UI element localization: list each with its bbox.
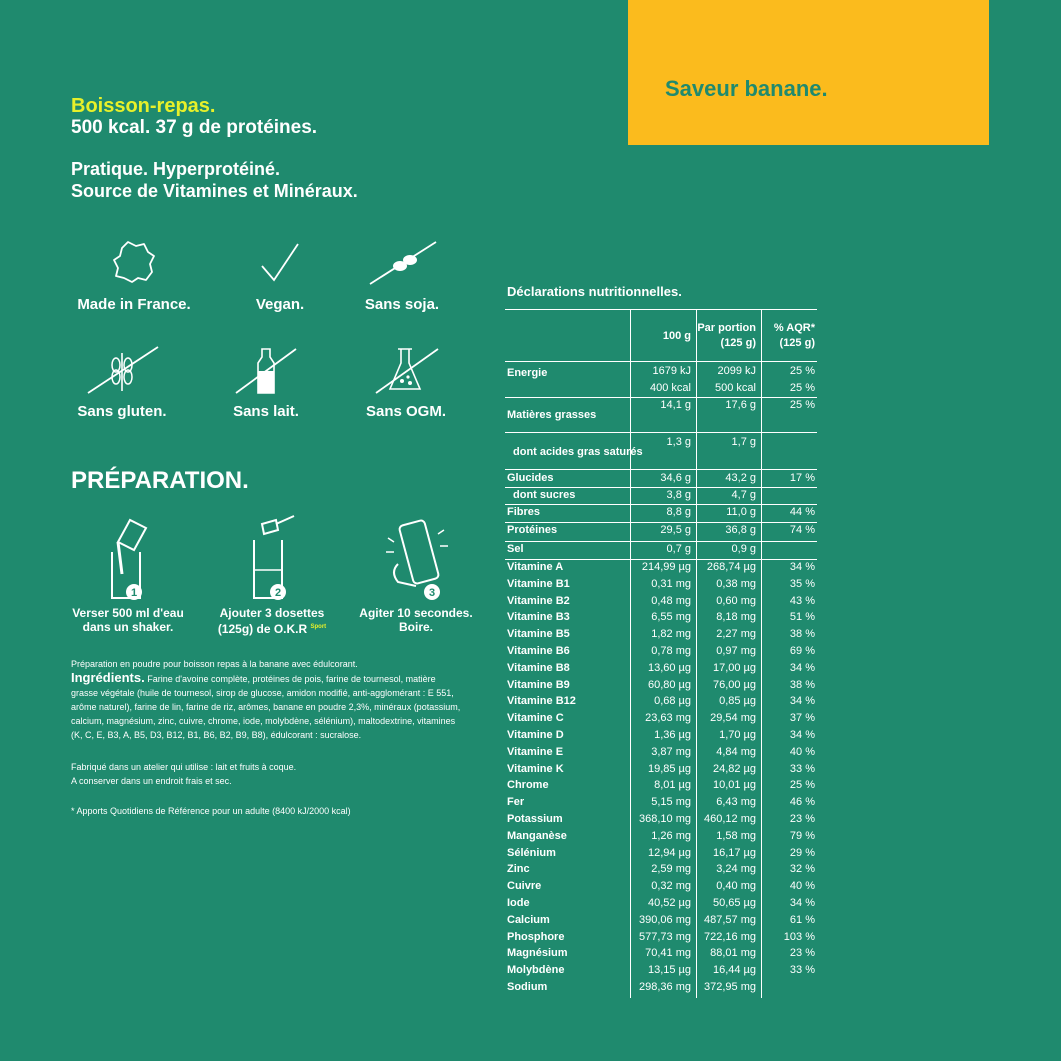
value-per-100g: 3,8 g: [666, 489, 691, 501]
value-aqr: 29 %: [789, 846, 815, 859]
value-aqr: 37 %: [789, 712, 815, 725]
nutrient-name: Vitamine B9: [507, 678, 570, 691]
table-rule: [505, 504, 817, 505]
value-per-portion: 1,70 µg: [719, 729, 756, 741]
value-per-portion: 1,58 mg: [716, 829, 756, 842]
value-per-portion: 16,44 µg: [712, 964, 756, 977]
value-per-100g: 0,7 g: [666, 543, 691, 555]
header-portion-line: Par portion: [697, 322, 756, 334]
value-per-100g: 5,15 mg: [651, 796, 691, 809]
flavor-label: Saveur banane.: [665, 76, 828, 101]
step-number: 3: [428, 587, 436, 599]
feature-label: Sans lait.: [233, 403, 299, 420]
headline-title: Boisson-repas.: [71, 95, 216, 117]
table-rule: [505, 469, 817, 470]
ingredients-title: Ingrédients.: [71, 670, 145, 685]
table-rule: [505, 522, 817, 523]
value-per-100g: 0,48 mg: [651, 594, 691, 607]
value-per-portion: 29,54 mg: [710, 712, 756, 725]
value-per-portion: 1,7 g: [731, 436, 756, 448]
header-aqr-line: (125 g): [779, 337, 815, 349]
header-portion: [697, 321, 756, 351]
feature-label: Sans OGM.: [365, 403, 447, 420]
pour-water-icon: [88, 512, 168, 602]
nutrient-name: Vitamine A: [507, 561, 564, 573]
value-per-portion: 722,16 mg: [704, 930, 756, 943]
value-per-portion: 2099 kJ: [717, 365, 756, 377]
intro-text: Préparation en poudre pour boisson repas à la banane avec édulcorant.: [71, 659, 358, 669]
nutrient-name: Sélénium: [507, 846, 556, 859]
feature-sans-soja: [322, 238, 482, 313]
nutrient-name: Vitamine B1: [507, 577, 570, 590]
table-rule: [505, 487, 817, 488]
header-aqr-line: % AQR*: [773, 322, 815, 334]
prep-step-3: [336, 512, 496, 634]
feature-sans-gluten: [42, 345, 202, 420]
value-per-portion: 0,97 mg: [716, 645, 756, 657]
product-description: [71, 657, 461, 742]
value-per-portion: 50,65 µg: [712, 897, 756, 909]
value-per-100g: 8,01 µg: [654, 779, 691, 792]
value-aqr: 34 %: [789, 695, 815, 708]
prep-step-2: [192, 512, 352, 636]
nutrient-name: Vitamine B3: [507, 611, 570, 624]
value-aqr: 25 %: [789, 382, 815, 394]
value-aqr: 46 %: [789, 796, 815, 809]
subtitle-line-1: Pratique. Hyperprotéiné.: [71, 159, 281, 179]
value-aqr: 40 %: [789, 745, 815, 758]
subtitle-line-2: Source de Vitamines et Minéraux.: [71, 181, 358, 201]
value-per-portion: 10,01 µg: [712, 779, 756, 792]
nutrient-name: Vitamine B12: [507, 695, 576, 708]
nutrient-name: dont acides gras saturés: [513, 446, 643, 458]
subtitle: [71, 158, 358, 202]
value-per-portion: 0,40 mg: [716, 880, 756, 893]
value-per-100g: 6,55 mg: [651, 611, 691, 624]
step-line: Boire.: [398, 620, 433, 634]
value-per-100g: 14,1 g: [660, 399, 691, 411]
value-per-100g: 214,99 µg: [641, 561, 691, 573]
value-per-100g: 40,52 µg: [647, 897, 691, 909]
value-per-portion: 0,60 mg: [716, 594, 756, 607]
nutrient-name: Vitamine B6: [507, 645, 570, 657]
step-line: Agiter 10 secondes.: [359, 606, 473, 620]
nutrient-name: Calcium: [507, 913, 550, 926]
nutrient-name: Protéines: [507, 524, 558, 536]
nutrient-name: Zinc: [507, 863, 530, 876]
nutrient-name: dont sucres: [513, 489, 576, 501]
prep-step-1: [48, 512, 208, 634]
value-aqr: 74 %: [789, 524, 815, 536]
flask-icon: [366, 345, 446, 395]
value-per-portion: 3,24 mg: [716, 863, 756, 876]
nutrient-name: Vitamine C: [507, 712, 564, 725]
feature-made-in-france: [54, 238, 214, 313]
soy-bean-icon: [362, 238, 442, 288]
nutrient-name: Vitamine D: [507, 729, 564, 741]
value-per-100g: 34,6 g: [660, 472, 691, 484]
feature-label: Sans gluten.: [77, 403, 167, 420]
value-aqr: 43 %: [789, 594, 815, 607]
value-per-100g: 400 kcal: [650, 382, 691, 394]
scoop-icon: [232, 512, 312, 602]
value-per-100g: 0,31 mg: [651, 577, 691, 590]
value-per-100g: 0,32 mg: [651, 880, 691, 893]
value-per-100g: 3,87 mg: [651, 745, 691, 758]
value-per-100g: 390,06 mg: [639, 913, 691, 926]
table-rule: [505, 432, 817, 433]
headline: [71, 95, 317, 139]
value-aqr: 40 %: [789, 880, 815, 893]
nutrition-title: Déclarations nutritionnelles.: [507, 284, 682, 299]
table-rule: [505, 397, 817, 398]
france-map-icon: [104, 238, 164, 288]
value-per-100g: 298,36 mg: [639, 981, 691, 993]
checkmark-icon: [250, 238, 310, 288]
nutrient-name: Fer: [507, 796, 525, 809]
nutrient-name: Manganèse: [507, 829, 567, 842]
value-per-100g: 1,26 mg: [651, 829, 691, 842]
value-per-portion: 500 kcal: [715, 382, 756, 394]
step-number: 1: [130, 587, 138, 599]
preparation-title: PRÉPARATION.: [71, 467, 249, 494]
sport-superscript: Sport: [310, 624, 327, 630]
value-per-portion: 4,7 g: [731, 489, 756, 501]
value-per-portion: 36,8 g: [725, 524, 756, 536]
value-per-portion: 460,12 mg: [704, 813, 756, 825]
value-aqr: 51 %: [789, 611, 815, 624]
headline-calories: 500 kcal. 37 g de protéines.: [71, 117, 318, 138]
header-100g: 100 g: [662, 330, 691, 342]
table-rule: [505, 361, 817, 362]
value-aqr: 34 %: [789, 661, 815, 674]
step-label: [48, 606, 208, 634]
value-per-100g: 1,3 g: [666, 436, 691, 448]
step-label: [192, 606, 352, 636]
value-aqr: 34 %: [789, 561, 815, 573]
nutrient-name: Molybdène: [507, 964, 565, 977]
value-aqr: 34 %: [789, 729, 815, 741]
feature-sans-lait: [186, 345, 346, 420]
value-per-portion: 17,6 g: [725, 399, 756, 411]
value-aqr: 32 %: [789, 863, 815, 876]
value-aqr: 38 %: [789, 628, 815, 641]
value-aqr: 103 %: [783, 930, 815, 943]
nutrient-name: Vitamine K: [507, 762, 564, 775]
nutrient-name: Vitamine E: [507, 745, 564, 758]
storage-line: A conserver dans un endroit frais et sec.: [71, 776, 232, 786]
step-number: 2: [274, 587, 282, 599]
value-per-100g: 1679 kJ: [652, 365, 691, 377]
feature-sans-ogm: [326, 345, 486, 420]
value-aqr: 33 %: [789, 964, 815, 977]
table-rule: [505, 309, 817, 310]
feature-label: Sans soja.: [364, 296, 440, 313]
value-aqr: 44 %: [789, 506, 815, 518]
value-aqr: 25 %: [789, 365, 815, 377]
table-rule: [505, 541, 817, 542]
flavor-banner: [628, 0, 989, 145]
footnote: * Apports Quotidiens de Référence pour un adulte (8400 kJ/2000 kcal): [71, 806, 351, 816]
value-aqr: 25 %: [789, 779, 815, 792]
step-line: [192, 620, 352, 636]
table-rule: [505, 559, 817, 560]
value-per-portion: 0,85 µg: [719, 695, 756, 708]
value-per-100g: 0,78 mg: [651, 645, 691, 657]
step-line-text: (125g) de O.K.R: [217, 622, 308, 636]
value-per-portion: 16,17 µg: [712, 846, 756, 859]
value-aqr: 79 %: [789, 829, 815, 842]
nutrient-name: Potassium: [507, 813, 563, 825]
value-per-100g: 577,73 mg: [639, 930, 691, 943]
value-per-portion: 6,43 mg: [716, 796, 756, 809]
value-aqr: 17 %: [789, 472, 815, 484]
nutrient-name: Matières grasses: [507, 409, 597, 421]
value-per-100g: 70,41 mg: [645, 947, 691, 960]
value-per-100g: 19,85 µg: [647, 762, 691, 775]
nutrient-name: Cuivre: [507, 880, 542, 893]
nutrient-name: Vitamine B2: [507, 594, 570, 607]
ingredients-text: Farine d'avoine complète, protéines de pois, farine de tournesol, matière grasse végétale (huile de tournesol, sirop de glucose, amidon modifié, anti-agglomérant : E 551, arôme naturel), farine de lin, farine de riz, arômes, banane en poudre 2,3%, minéraux (potassium, calcium, magnésium, zinc, cuivre, chrome, iode, molybdène, sélénium), maltodextrine, vitamines (K, C, E, B3, A, B5, D3, B12, B1, B6, B2, B9, B8), édulcorant : sucralose.: [71, 674, 461, 740]
value-per-portion: 2,27 mg: [716, 628, 756, 641]
value-per-portion: 268,74 µg: [706, 561, 756, 573]
step-line: Ajouter 3 dosettes: [219, 606, 325, 620]
value-per-100g: 0,68 µg: [654, 695, 691, 708]
nutrient-name: Iode: [507, 897, 530, 909]
value-per-portion: 372,95 mg: [704, 981, 756, 993]
value-per-100g: 2,59 mg: [651, 863, 691, 876]
nutrient-name: Fibres: [507, 506, 541, 518]
allergen-info: [71, 760, 461, 788]
nutrient-name: Magnésium: [507, 947, 568, 960]
value-aqr: 35 %: [789, 577, 815, 590]
nutrient-name: Sel: [507, 543, 524, 555]
nutrient-name: Vitamine B5: [507, 628, 570, 641]
value-aqr: 25 %: [789, 399, 815, 411]
value-per-100g: 29,5 g: [660, 524, 691, 536]
value-aqr: 23 %: [789, 947, 815, 960]
value-per-portion: 11,0 g: [726, 506, 756, 518]
value-per-portion: 17,00 µg: [712, 661, 756, 674]
step-label: [336, 606, 496, 634]
value-per-100g: 13,15 µg: [647, 964, 691, 977]
value-per-portion: 487,57 mg: [704, 913, 756, 926]
shake-icon: [376, 512, 456, 602]
header-aqr: [762, 321, 815, 351]
value-aqr: 34 %: [789, 897, 815, 909]
nutrient-name: Vitamine B8: [507, 661, 570, 674]
nutrient-name: Chrome: [507, 779, 549, 792]
header-portion-line: (125 g): [720, 337, 756, 349]
value-per-portion: 8,18 mg: [716, 611, 756, 624]
value-per-100g: 368,10 mg: [639, 813, 691, 825]
value-per-portion: 4,84 mg: [716, 745, 756, 758]
wheat-icon: [82, 345, 162, 395]
milk-bottle-icon: [226, 345, 306, 395]
value-per-portion: 0,9 g: [731, 543, 756, 555]
value-aqr: 38 %: [789, 678, 815, 691]
value-per-100g: 1,82 mg: [651, 628, 691, 641]
value-per-portion: 24,82 µg: [712, 762, 756, 775]
value-per-portion: 88,01 mg: [710, 947, 756, 960]
value-per-100g: 60,80 µg: [647, 678, 691, 691]
step-line: Verser 500 ml d'eau: [72, 606, 184, 620]
nutrient-name: Energie: [507, 367, 548, 379]
value-aqr: 33 %: [789, 762, 815, 775]
value-aqr: 23 %: [789, 813, 815, 825]
value-per-100g: 13,60 µg: [647, 661, 691, 674]
feature-label: Made in France.: [77, 296, 191, 313]
step-line: dans un shaker.: [82, 620, 174, 634]
value-per-100g: 23,63 mg: [645, 712, 691, 725]
value-per-portion: 43,2 g: [725, 472, 756, 484]
ingredients-block: [71, 671, 461, 742]
value-per-portion: 0,38 mg: [716, 577, 756, 590]
feature-label: Vegan.: [255, 296, 305, 313]
value-per-100g: 12,94 µg: [647, 846, 691, 859]
value-per-100g: 1,36 µg: [654, 729, 691, 741]
value-per-100g: 8,8 g: [666, 506, 691, 518]
value-per-portion: 76,00 µg: [712, 678, 756, 691]
nutrient-name: Phosphore: [507, 930, 565, 943]
value-aqr: 61 %: [789, 913, 815, 926]
nutrient-name: Glucides: [507, 472, 554, 484]
allergen-line: Fabriqué dans un atelier qui utilise : lait et fruits à coque.: [71, 762, 297, 772]
nutrient-name: Sodium: [507, 981, 548, 993]
value-aqr: 69 %: [789, 645, 815, 657]
